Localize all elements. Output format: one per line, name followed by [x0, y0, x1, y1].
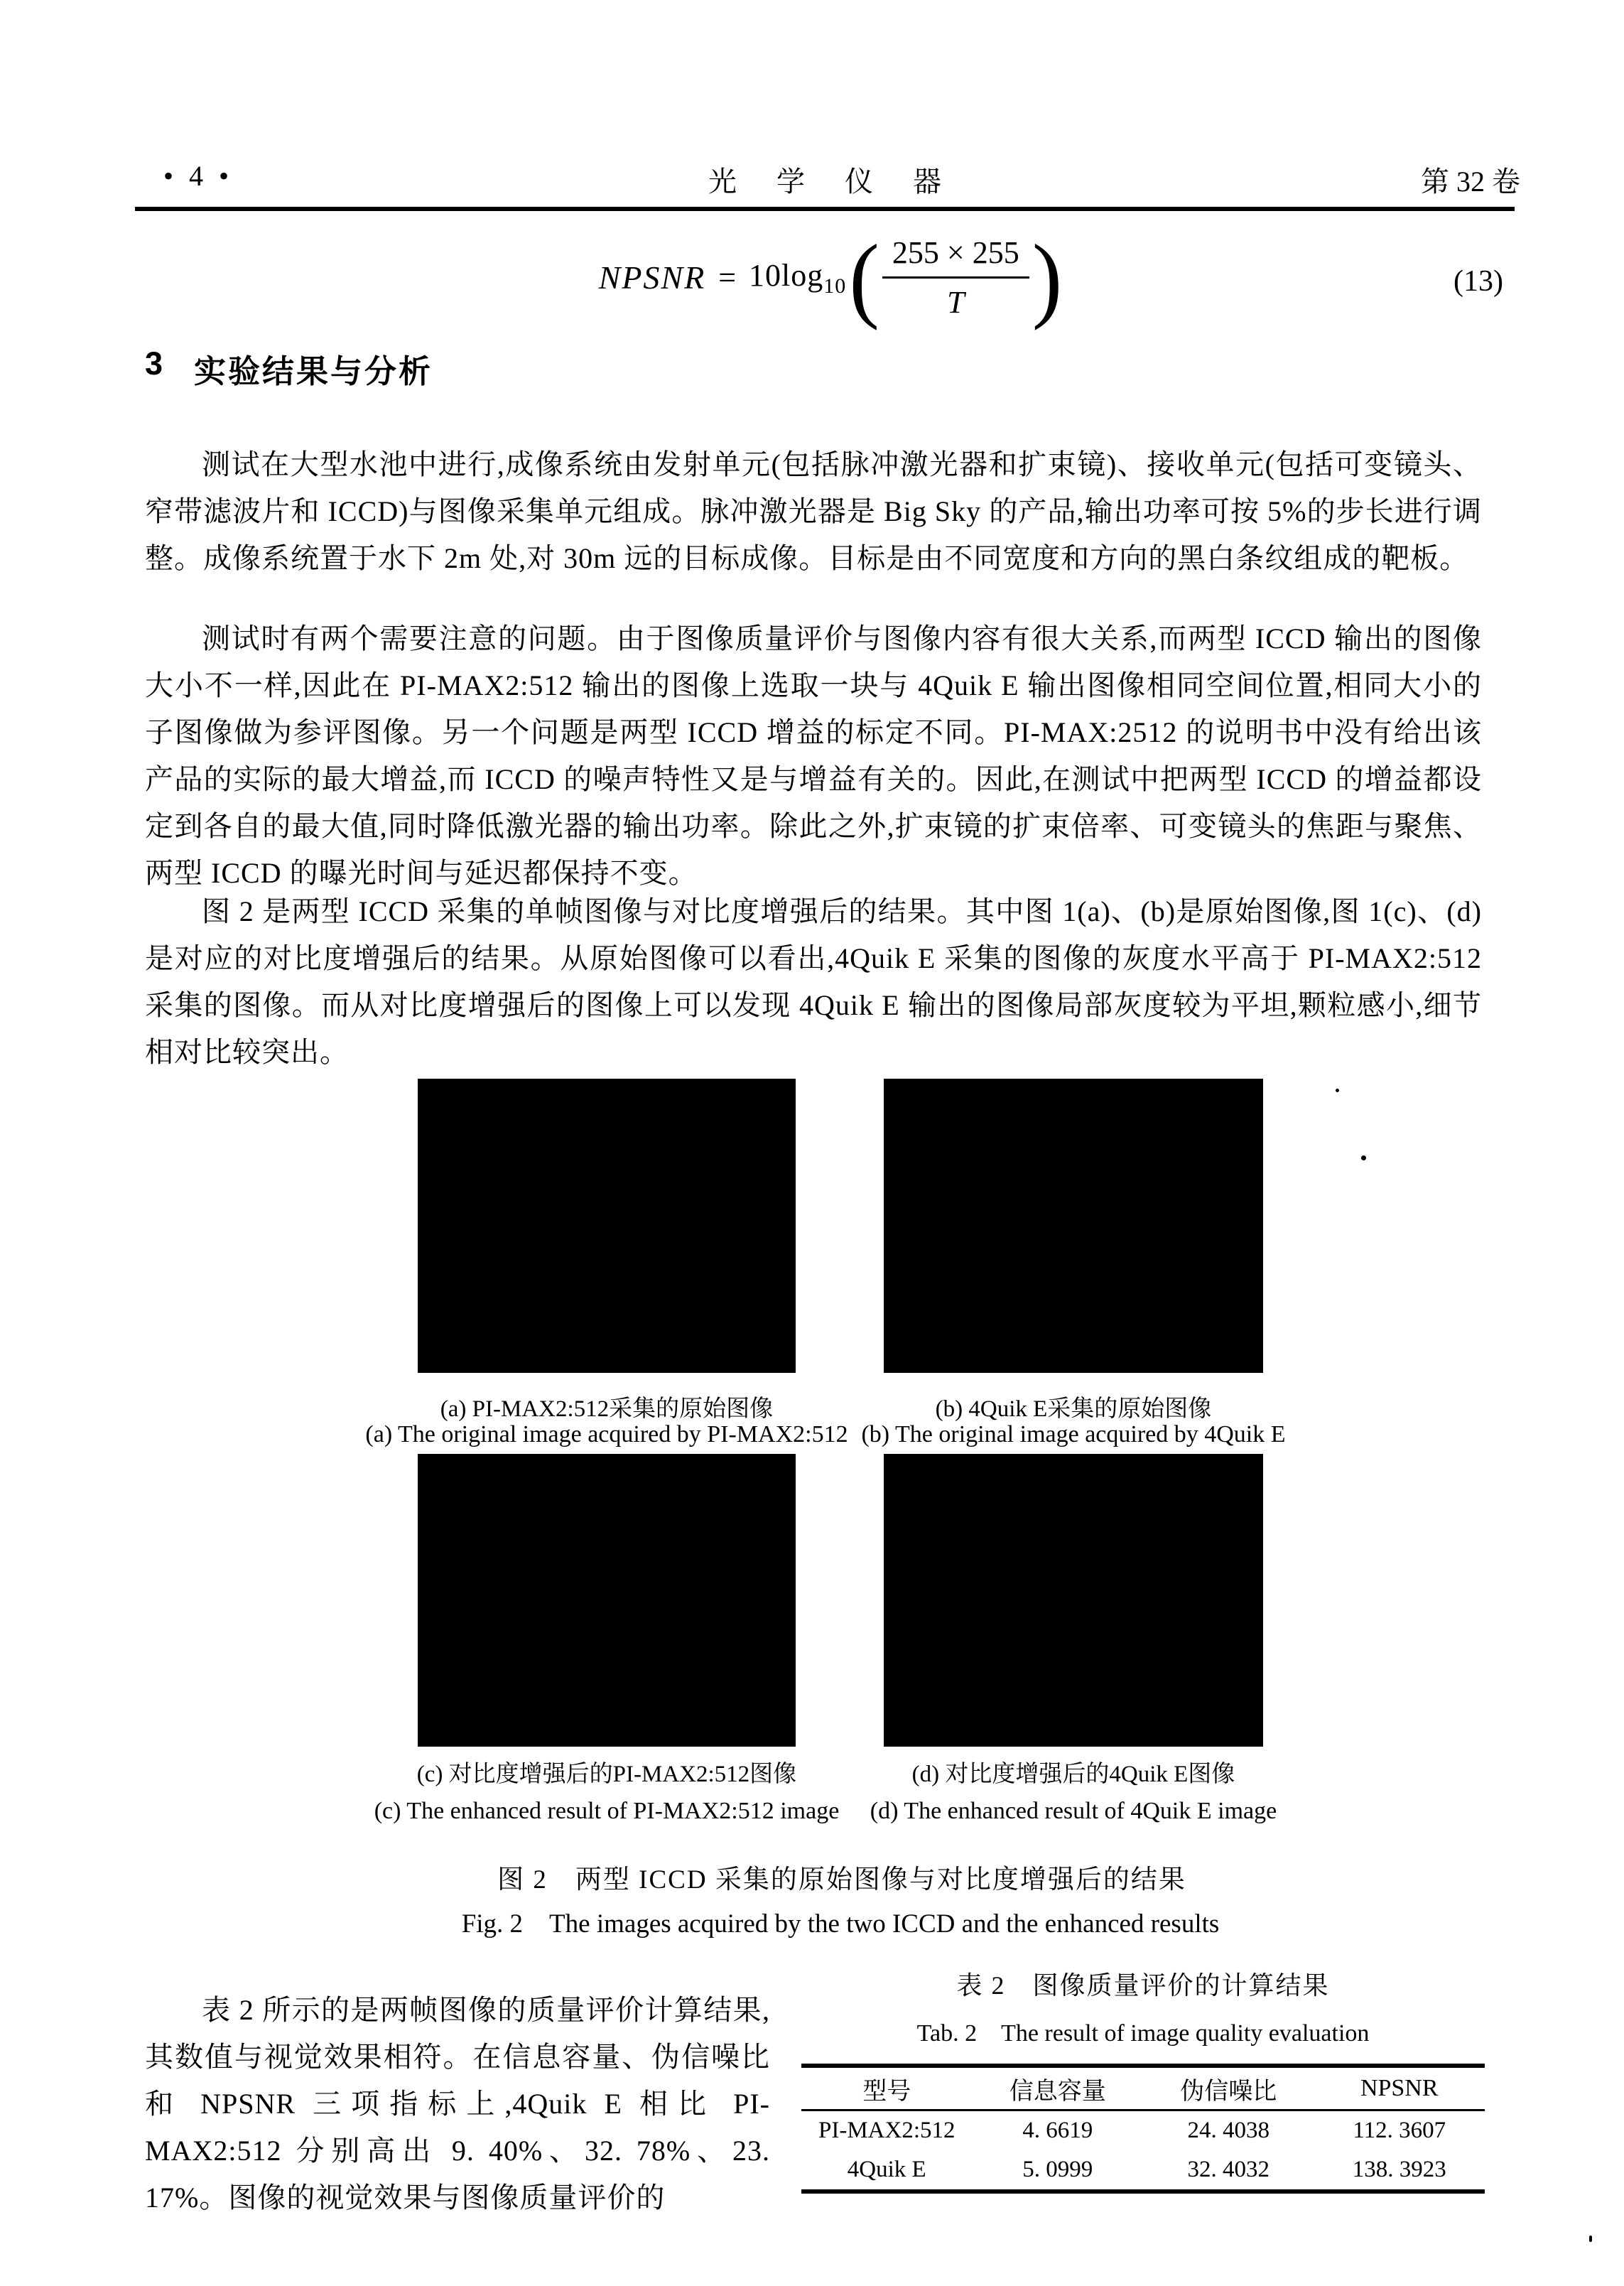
table2-title-zh: 表 2 图像质量评价的计算结果	[956, 1971, 1330, 2000]
table2-header-model: 型号	[862, 2078, 911, 2105]
volume-label: 第 32 卷	[1421, 166, 1520, 198]
subfigure-a-caption-en: (a) The original image acquired by PI-MAX2:512	[365, 1421, 848, 1447]
subfigure-a-caption-zh: (a) PI-MAX2:512采集的原始图像	[440, 1396, 774, 1422]
fraction	[882, 234, 1029, 320]
paragraph-test-notes: 测试时有两个需要注意的问题。由于图像质量评价与图像内容有很大关系,而两型 ICCD 输出的图像大小不一样,因此在 PI-MAX2:512 输出的图像上选取一块与 4Quik E 输出图像相同空间位置,相同大小的子图像做为参评图像。另一个问题是两型 ICCD 增益的标定不同。PI-MAX:2512 的说明书中没有给出该产品的实际的最大增益,而 ICCD 的噪声特性又是与增益有关的。因此,在测试中把两型 ICCD 的增益都设定到各自的最大值,同时降低激光器的输出功率。除此之外,扩束镜的扩束倍率、可变镜头的焦距与聚焦、两型 ICCD 的曝光时间与延迟都保持不变。	[145, 622, 1482, 889]
table-row	[801, 2150, 1485, 2189]
equation-coefficient	[749, 257, 846, 298]
table2-r1-capacity: 4. 6619	[1022, 2118, 1093, 2143]
log-text: 10log	[749, 257, 824, 293]
table2-r1-npsnr: 112. 3607	[1353, 2118, 1446, 2143]
equation-body: NPSNR = $10\log_{10}$ ( $\frac{255 \times 255}{T}$ )	[598, 224, 1063, 331]
table2-r2-capacity: 5. 0999	[1022, 2157, 1093, 2182]
subfigure-c-image	[418, 1454, 796, 1747]
figure2-caption-zh: 图 2 两型 ICCD 采集的原始图像与对比度增强后的结果	[497, 1865, 1186, 1894]
paragraph-figure2-discussion: 图 2 是两型 ICCD 采集的单帧图像与对比度增强后的结果。其中图 1(a)、(b)是原始图像,图 1(c)、(d)是对应的对比度增强后的结果。从原始图像可以看出,4Quik E 采集的图像的灰度水平高于 PI-MAX2:512采集的图像。而从对比度增强后的图像上可以发现 4Quik E 输出的图像局部灰度较为平坦,颗粒感小,细节相对比较突出。	[145, 895, 1482, 1068]
table2-r1-psnr: 24. 4038	[1187, 2118, 1270, 2143]
subfigure-a-image	[418, 1079, 796, 1373]
fraction-numerator: 255 × 255	[882, 234, 1029, 279]
equation-lhs: NPSNR	[598, 259, 706, 296]
log-base: 10	[823, 274, 847, 298]
page-number: • 4 •	[163, 160, 234, 192]
table2-header-npsnr: NPSNR	[1360, 2075, 1439, 2101]
subfigure-c-caption-en: (c) The enhanced result of PI-MAX2:512 image	[374, 1798, 840, 1824]
table2-r2-model: 4Quik E	[847, 2157, 926, 2182]
table2-header-capacity: 信息容量	[1009, 2078, 1106, 2105]
section-title: 实验结果与分析	[194, 353, 433, 389]
subfigure-b-caption-zh: (b) 4Quik E采集的原始图像	[935, 1396, 1212, 1422]
table2-r2-psnr: 32. 4032	[1187, 2157, 1270, 2182]
subfigure-b-image	[884, 1079, 1263, 1373]
subfigure-d-image	[884, 1454, 1263, 1747]
scan-speck	[1336, 1089, 1339, 1092]
section-number: 3	[145, 345, 163, 382]
table2-title-en: Tab. 2 The result of image quality evaluation	[916, 2020, 1370, 2047]
table-row	[801, 2111, 1485, 2150]
figure2-caption-en: Fig. 2 The images acquired by the two ICCD and the enhanced results	[461, 1909, 1220, 1939]
journal-title: 光 学 仪 器	[708, 166, 947, 198]
table2-r1-model: PI-MAX2:512	[818, 2118, 956, 2143]
paragraph-table2-discussion: 表 2 所示的是两帧图像的质量评价计算结果,其数值与视觉效果相符。在信息容量、伪信噪比和 NPSNR 三项指标上,4Quik E 相比 PI-MAX2:512 分别高出 9. 40%、32. 78%、23. 17%。图像的视觉效果与图像质量评价的	[145, 1994, 770, 2214]
equation-13	[0, 224, 1624, 331]
fraction-denominator: T	[947, 285, 965, 320]
equation-number: (13)	[1454, 265, 1503, 298]
subfigure-b-caption-en: (b) The original image acquired by 4Quik E	[861, 1421, 1286, 1447]
scan-speck	[1361, 1155, 1366, 1160]
subfigure-c-caption-zh: (c) 对比度增强后的PI-MAX2:512图像	[416, 1762, 797, 1787]
table2-header-psnr: 伪信噪比	[1180, 2078, 1277, 2105]
header-rule	[135, 207, 1515, 211]
section-heading	[145, 345, 433, 392]
scan-speck	[1589, 2236, 1592, 2242]
table2-grid	[801, 2064, 1485, 2194]
table2-header-row	[801, 2068, 1485, 2111]
subfigure-d-caption-en: (d) The enhanced result of 4Quik E image	[870, 1798, 1277, 1824]
table2-r2-npsnr: 138. 3923	[1352, 2157, 1446, 2182]
equals-sign: =	[718, 260, 737, 295]
table2	[801, 1966, 1485, 2194]
subfigure-d-caption-zh: (d) 对比度增强后的4Quik E图像	[911, 1762, 1235, 1787]
paragraph-test-setup: 测试在大型水池中进行,成像系统由发射单元(包括脉冲激光器和扩束镜)、接收单元(包括可变镜头、窄带滤波片和 ICCD)与图像采集单元组成。脉冲激光器是 Big Sky 的产品,输出功率可按 5%的步长进行调整。成像系统置于水下 2m 处,对 30m 远的目标成像。目标是由不同宽度和方向的黑白条纹组成的靶板。	[145, 448, 1482, 574]
